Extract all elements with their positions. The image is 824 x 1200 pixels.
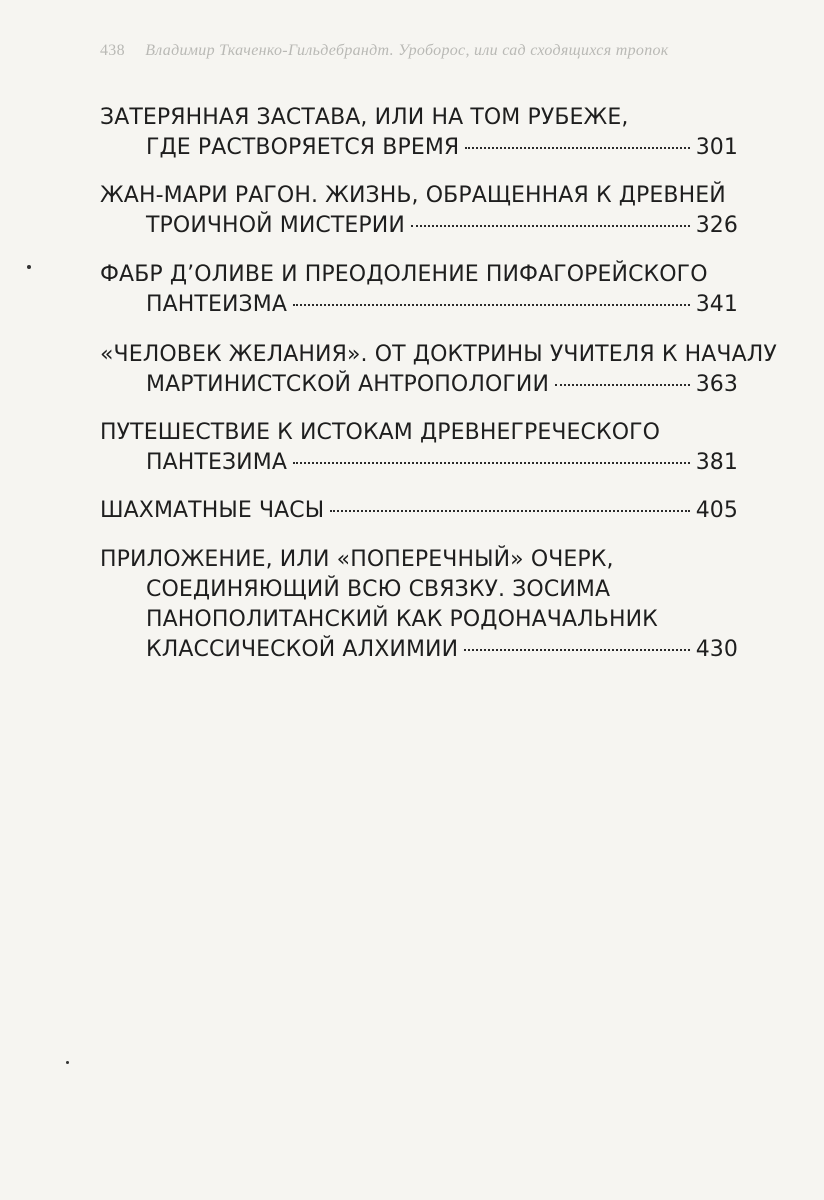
print-speck [27,265,31,269]
toc-entry[interactable] [100,418,738,478]
print-speck [66,1061,69,1064]
dot-leader [411,225,690,227]
toc-entry[interactable] [100,496,738,526]
toc-entry-last-line [100,211,738,241]
toc-entry-title-line: ЗАТЕРЯННАЯ ЗАСТАВА, ИЛИ НА ТОМ РУБЕЖЕ, [100,105,629,130]
toc-page-number: 381 [695,450,738,475]
toc-entry-title-line: ПАНТЕЗИМА [146,450,287,475]
toc-page-number: 341 [695,292,738,317]
toc-entry-title-line: СОЕДИНЯЮЩИЙ ВСЮ СВЯЗКУ. ЗОСИМА [146,577,611,602]
toc-entry-title-line: ФАБР Д’ОЛИВЕ И ПРЕОДОЛЕНИЕ ПИФАГОРЕЙСКОГО [100,262,708,287]
toc-entry-title-line: ПАНТЕИЗМА [146,292,287,317]
toc-entry-title-line: ПРИЛОЖЕНИЕ, ИЛИ «ПОПЕРЕЧНЫЙ» ОЧЕРК, [100,547,614,572]
toc-entry[interactable] [100,260,738,320]
show-through-page-number: 438 [100,42,125,59]
toc-page-number: 301 [695,135,738,160]
toc-entry-last-line [100,290,738,320]
toc-entry-title-line: ШАХМАТНЫЕ ЧАСЫ [100,498,325,523]
dot-leader [555,384,690,386]
toc-entry-title-line: ТРОИЧНОЙ МИСТЕРИИ [146,213,405,238]
show-through-header-text: Владимир Ткаченко-Гильдебрандт. Уроборос, или сад сходящихся тропок [145,42,669,59]
toc-entry-last-line [100,635,738,665]
toc-entry-title-line: ЖАН-МАРИ РАГОН. ЖИЗНЬ, ОБРАЩЕННАЯ К ДРЕВНЕЙ [100,183,726,208]
toc-page-number: 430 [695,637,738,662]
toc-entry-title-line: МАРТИНИСТСКОЙ АНТРОПОЛОГИИ [146,372,550,397]
toc-entry-last-line [100,448,738,478]
toc-entry-title-line: ПАНОПОЛИТАНСКИЙ КАК РОДОНАЧАЛЬНИК [146,607,658,632]
toc-entry[interactable] [100,340,777,400]
toc-page-number: 405 [695,498,738,523]
dot-leader [330,510,689,512]
toc-page-number: 326 [695,213,738,238]
dot-leader [465,147,689,149]
toc-entry[interactable] [100,103,738,163]
toc-entry-title-line: КЛАССИЧЕСКОЙ АЛХИМИИ [146,637,459,662]
toc-page-number: 363 [695,372,738,397]
toc-entry-last-line [100,496,738,526]
dot-leader [293,304,690,306]
toc-entry-last-line [100,133,738,163]
toc-entry-last-line [100,370,738,400]
toc-entry-title-line: «ЧЕЛОВЕК ЖЕЛАНИЯ». ОТ ДОКТРИНЫ УЧИТЕЛЯ К НАЧАЛУ [100,342,777,367]
dot-leader [464,649,690,651]
toc-entry-title-line: ГДЕ РАСТВОРЯЕТСЯ ВРЕМЯ [146,135,460,160]
toc-entry[interactable] [100,181,738,241]
toc-entry[interactable] [100,545,738,665]
dot-leader [293,462,690,464]
toc-entry-title-line: ПУТЕШЕСТВИЕ К ИСТОКАМ ДРЕВНЕГРЕЧЕСКОГО [100,420,661,445]
